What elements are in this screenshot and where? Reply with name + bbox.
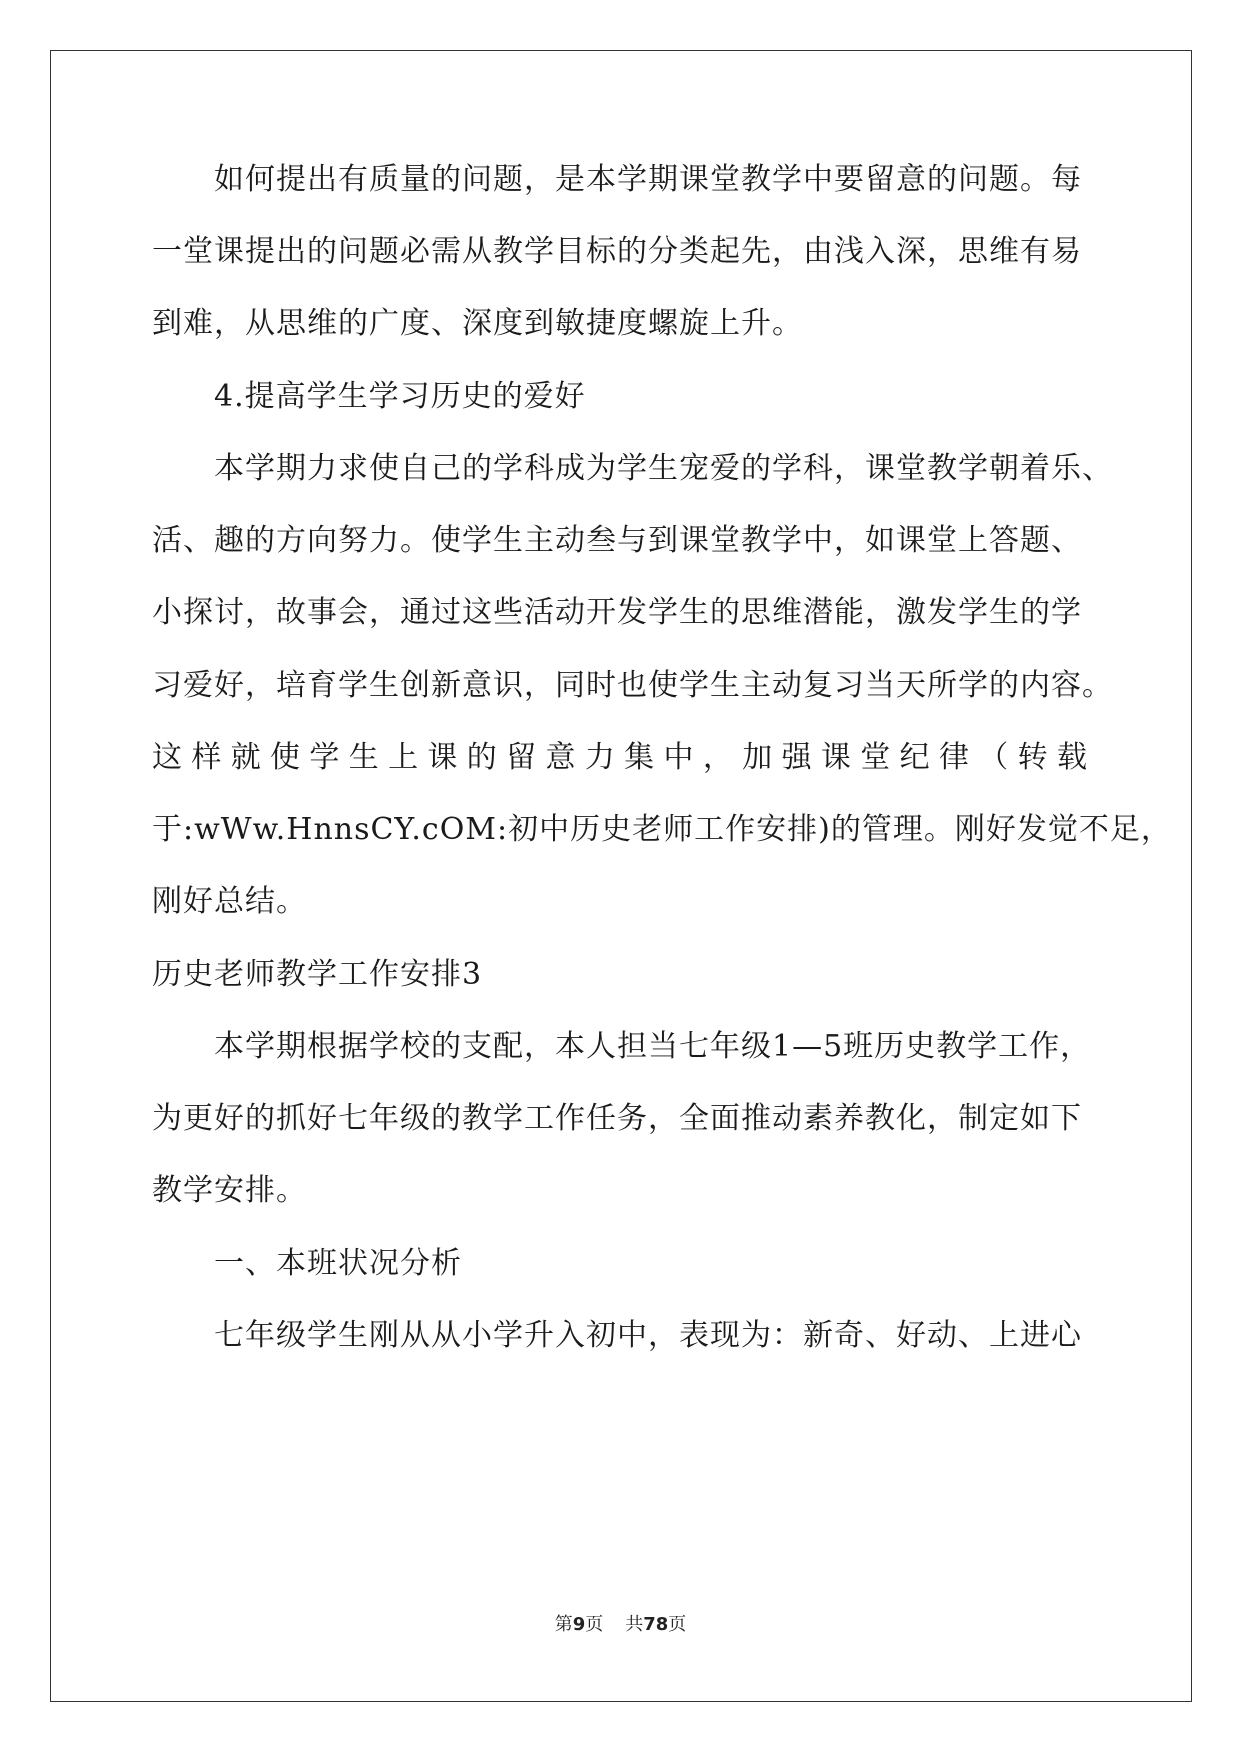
footer-page-suffix: 页 <box>585 1614 604 1635</box>
text-line: 到难，从思维的广度、深度到敏捷度螺旋上升。 <box>152 306 803 341</box>
footer-page-number: 9 <box>572 1614 586 1635</box>
text-line: 七年级学生刚从从小学升入初中，表现为：新奇、好动、上进心 <box>152 1318 1082 1353</box>
footer-total-prefix: 共 <box>625 1614 644 1635</box>
section-title: 历史老师教学工作安排3 <box>152 957 483 992</box>
section-heading: 一、本班状况分析 <box>152 1246 462 1281</box>
text-line: 这样就使学生上课的留意力集中，加强课堂纪律（转载 <box>152 740 1087 775</box>
section-heading: 4.提高学生学习历史的爱好 <box>152 379 586 414</box>
text-line: 于:wWw.HnnsCY.cOM:初中历史老师工作安排)的管理。刚好发觉不足， <box>152 812 1172 847</box>
text-line: 本学期根据学校的支配，本人担当七年级1—5班历史教学工作， <box>152 1029 1092 1064</box>
text-line: 本学期力求使自己的学科成为学生宠爱的学科，课堂教学朝着乐、 <box>152 451 1113 486</box>
text-line: 活、趣的方向努力。使学生主动叁与到课堂教学中，如课堂上答题、 <box>152 523 1082 558</box>
text-line: 教学安排。 <box>152 1173 307 1208</box>
page-footer <box>0 1613 1241 1637</box>
footer-page-prefix: 第 <box>554 1614 573 1635</box>
page-border <box>50 50 1192 1702</box>
text-line: 刚好总结。 <box>152 884 307 919</box>
text-line: 如何提出有质量的问题，是本学期课堂教学中要留意的问题。每 <box>152 162 1082 197</box>
text-line: 为更好的抓好七年级的教学工作任务，全面推动素养教化，制定如下 <box>152 1101 1082 1136</box>
footer-total-number: 78 <box>643 1614 669 1635</box>
footer-total-suffix: 页 <box>668 1614 687 1635</box>
text-line: 一堂课提出的问题必需从教学目标的分类起先，由浅入深，思维有易 <box>152 234 1082 269</box>
text-line: 习爱好，培育学生创新意识，同时也使学生主动复习当天所学的内容。 <box>152 668 1113 703</box>
text-line: 小探讨，故事会，通过这些活动开发学生的思维潜能，激发学生的学 <box>152 595 1082 630</box>
